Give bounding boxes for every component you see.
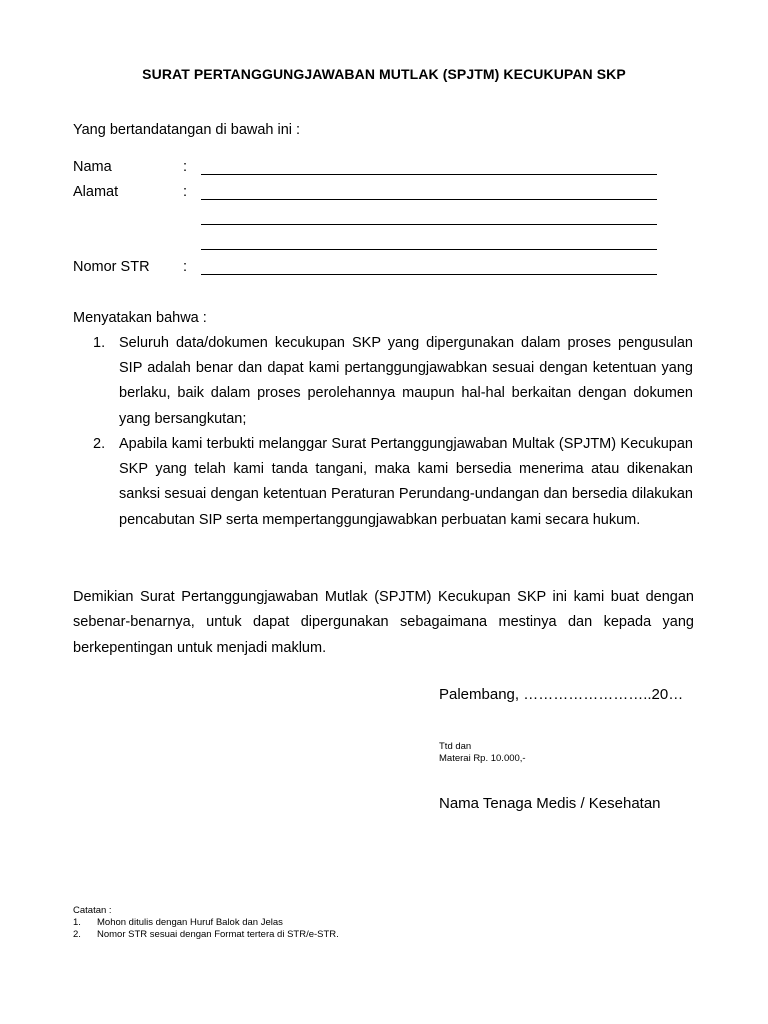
str-fill-line xyxy=(201,274,657,275)
str-label: Nomor STR xyxy=(73,259,150,275)
signature-stamp-note xyxy=(439,741,526,765)
note-text: Mohon ditulis dengan Huruf Balok dan Jelas xyxy=(97,917,283,928)
nama-colon: : xyxy=(183,159,188,175)
intro-text: Yang bertandatangan di bawah ini : xyxy=(73,122,301,138)
alamat-fill-line-3 xyxy=(201,249,657,250)
notes-section xyxy=(73,905,339,941)
note-text: Nomor STR sesuai dengan Format tertera di STR/e-STR. xyxy=(97,929,339,940)
declaration-heading: Menyatakan bahwa : xyxy=(73,310,207,326)
notes-heading: Catatan : xyxy=(73,905,112,916)
signer-name: Nama Tenaga Medis / Kesehatan xyxy=(439,795,661,812)
note-item xyxy=(73,929,339,941)
place-date: Palembang, ……………………..20… xyxy=(439,686,684,703)
closing-paragraph: Demikian Surat Pertanggungjawaban Mutlak (SPJTM) Kecukupan SKP ini kami buat dengan sebenar-benarnya, untuk dapat dipergunakan sebagaimana mestinya dan kepada yang berkepentingan untuk menjadi maklum. xyxy=(73,589,694,656)
statement-number: 1. xyxy=(93,335,106,351)
alamat-fill-line-1 xyxy=(201,199,657,200)
statement-text: Seluruh data/dokumen kecukupan SKP yang dipergunakan dalam proses pengusulan SIP adalah benar dan dapat kami pertanggungjawabkan sesuai dengan ketentuan yang berlaku, baik dalam proses perolehannya maupun hal-hal berkaitan dengan dokumen yang bersangkutan; xyxy=(119,335,693,427)
nama-fill-line xyxy=(201,174,657,175)
nama-label: Nama xyxy=(73,159,112,175)
statement-text: Apabila kami terbukti melanggar Surat Pertanggungjawaban Multak (SPJTM) Kecukupan SKP yang telah kami tanda tangani, maka kami bersedia menerima atau dikenakan sanksi sesuai dengan ketentuan Peraturan Perundang-undangan dan bersedia dilakukan pencabutan SIP serta mempertanggungjawabkan perbuatan kami secara hukum. xyxy=(119,436,693,528)
signature-note-line: Ttd dan xyxy=(439,741,472,752)
str-colon: : xyxy=(183,259,188,275)
statement-number: 2. xyxy=(93,436,106,452)
document-title: SURAT PERTANGGUNGJAWABAN MUTLAK (SPJTM) KECUKUPAN SKP xyxy=(142,66,626,82)
alamat-label: Alamat xyxy=(73,184,119,200)
note-item xyxy=(73,917,283,929)
note-number: 2. xyxy=(73,929,81,940)
note-number: 1. xyxy=(73,917,81,928)
alamat-colon: : xyxy=(183,184,188,200)
stamp-note-line: Materai Rp. 10.000,- xyxy=(439,753,526,764)
alamat-fill-line-2 xyxy=(201,224,657,225)
